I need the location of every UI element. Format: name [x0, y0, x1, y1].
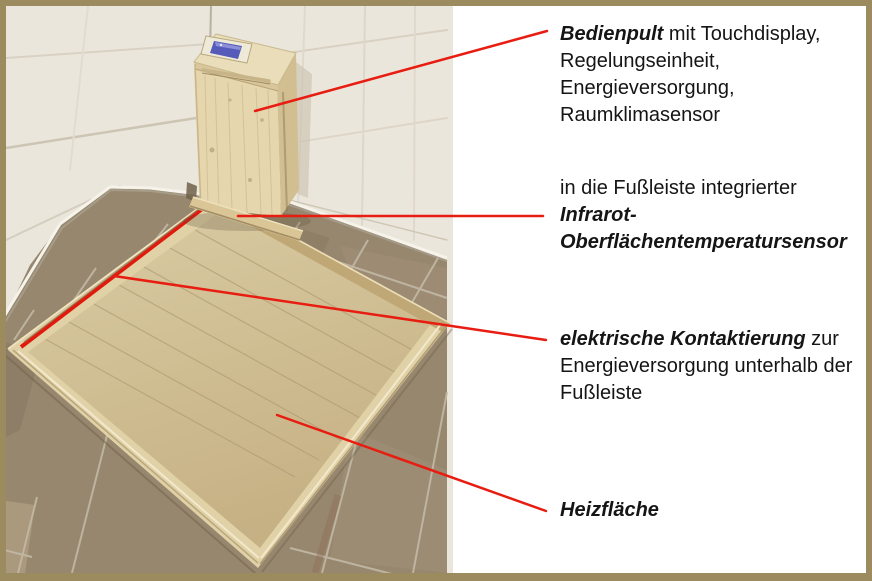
annotation-line: Heizfläche [560, 499, 659, 521]
annotation-line: Energieversorgung unterhalb der [560, 355, 853, 377]
display-speck [220, 44, 222, 46]
annotation-control-panel [560, 21, 820, 129]
annotation-heating-surface [560, 497, 659, 524]
control-pedestal [194, 34, 299, 217]
annotation-ir-sensor [560, 175, 847, 256]
annotation-line: Energieversorgung, [560, 77, 735, 99]
annotation-electrical-contact [560, 326, 852, 407]
annotation-line: Bedienpult mit Touchdisplay, [560, 23, 821, 45]
annotation-line: Regelungseinheit, [560, 50, 721, 72]
annotation-line: Infrarot- [560, 204, 637, 226]
annotation-line: Fußleiste [560, 382, 643, 404]
annotation-line: in die Fußleiste integrierter [560, 177, 797, 199]
annotation-line: elektrische Kontaktierung zur [560, 328, 839, 350]
annotation-line: Raumklimasensor [560, 104, 721, 126]
annotation-line: Oberflächentemperatursensor [560, 231, 847, 253]
